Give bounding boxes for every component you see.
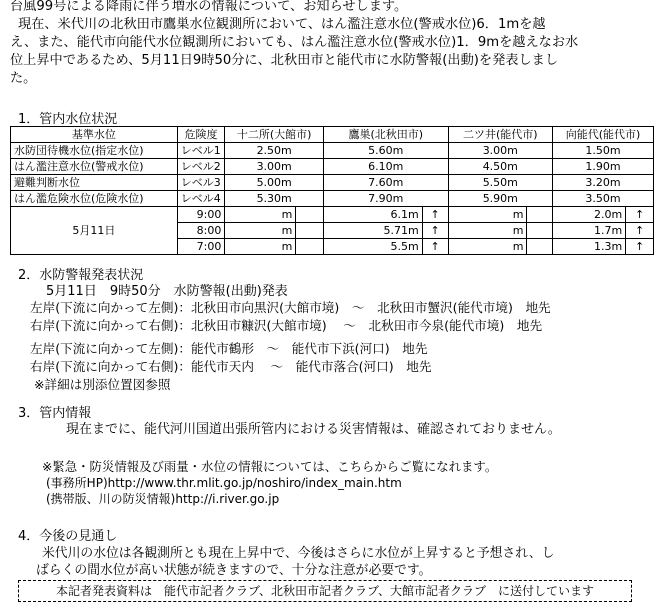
intro-line-2: 現在、米代川の北秋田市鷹巣水位観測所において、はん濫注意水位(警戒水位)6．1mを越: [18, 17, 546, 32]
level-name: 水防団待機水位(指定水位): [11, 143, 178, 159]
table-row: [11, 175, 654, 191]
reading-value: 5.5m: [324, 239, 423, 255]
reading-value: 6.1m: [324, 207, 423, 223]
level-value: 2.50m: [225, 143, 324, 159]
level-name: 避難判断水位: [11, 175, 178, 191]
section3-mobile-link[interactable]: (携帯版、川の防災情報)http://i.river.go.jp: [46, 492, 280, 506]
level-name: はん濫危険水位(危険水位): [11, 191, 178, 207]
level-value: 5.30m: [225, 191, 324, 207]
reading-value: m: [225, 239, 296, 255]
section3-info: ※緊急・防災情報及び雨量・水位の情報については、こちらからご覧になれます。: [42, 459, 498, 474]
level-value: 6.10m: [324, 159, 448, 175]
header-standard-level: 基準水位: [11, 127, 178, 143]
reading-value: 1.3m: [553, 239, 626, 255]
intro-line-1: 台風99号による降雨に伴う増水の情報について、お知らせします。: [10, 0, 408, 14]
section4-line-2: ばらくの間水位が高い状態が続きますので、十分な注意が必要です。: [36, 563, 432, 578]
level-value: 4.50m: [448, 159, 553, 175]
intro-line-5: た。: [10, 71, 37, 86]
reading-value: 5.71m: [324, 223, 423, 239]
reading-value: m: [225, 207, 296, 223]
reading-value: m: [448, 207, 527, 223]
level-value: 7.60m: [324, 175, 448, 191]
rise-arrow-icon: ↑: [626, 223, 654, 239]
level-risk: レベル1: [177, 143, 225, 159]
reading-date: 5月11日: [11, 207, 178, 255]
intro-line-3: え、また、能代市向能代水位観測所においても、はん濫注意水位(警戒水位)1．9mを越えなお水: [10, 35, 579, 50]
section4-title: 4．今後の見通し: [18, 529, 118, 544]
level-risk: レベル3: [177, 175, 225, 191]
level-value: 3.00m: [448, 143, 553, 159]
section3-title: 3．管内情報: [18, 406, 92, 421]
header-risk: 危険度: [177, 127, 225, 143]
level-value: 5.50m: [448, 175, 553, 191]
rise-arrow-icon: ↑: [626, 207, 654, 223]
table-row: [11, 191, 654, 207]
reading-value: 1.7m: [553, 223, 626, 239]
header-mukainoshiro: 向能代(能代市): [553, 127, 654, 143]
section2-row-3: 左岸(下流に向かって左側)：能代市鶴形 ～ 能代市下浜(河口) 地先: [30, 341, 428, 356]
header-takanosu: 鷹巣(北秋田市): [324, 127, 448, 143]
section2-issued: 5月11日 9時50分 水防警報(出動)発表: [46, 284, 288, 299]
header-junisho: 十二所(大館市): [225, 127, 324, 143]
header-futatsui: 二ツ井(能代市): [448, 127, 553, 143]
table-row: [11, 159, 654, 175]
level-risk: レベル2: [177, 159, 225, 175]
section2-note: ※詳細は別添位置図参照: [34, 377, 171, 392]
section2-row-2: 右岸(下流に向かって右側)：北秋田市糠沢(大館市境) ～ 北秋田市今泉(能代市境) 地先: [30, 318, 543, 333]
rise-arrow-icon: ↑: [626, 239, 654, 255]
table-row: [11, 143, 654, 159]
section3-body: 現在までに、能代河川国道出張所管内における災害情報は、確認されておりません。: [66, 422, 561, 437]
rise-arrow-icon: ↑: [422, 223, 448, 239]
reading-value: m: [448, 223, 527, 239]
level-value: 3.00m: [225, 159, 324, 175]
section3-hp-link[interactable]: (事務所HP)http://www.thr.mlit.go.jp/noshiro/index_main.htm: [46, 476, 402, 490]
table-header-row: [11, 127, 654, 143]
section2-title: 2．水防警報発表状況: [18, 268, 144, 283]
level-value: 3.50m: [553, 191, 654, 207]
reading-time: 7:00: [177, 239, 225, 255]
reading-time: 9:00: [177, 207, 225, 223]
section2-row-4: 右岸(下流に向かって右側)：能代市天内 ～ 能代市落合(河口) 地先: [30, 359, 432, 374]
rise-arrow-icon: ↑: [422, 207, 448, 223]
section1-title: 1．管内水位状況: [18, 112, 118, 127]
reading-value: 2.0m: [553, 207, 626, 223]
level-value: 5.60m: [324, 143, 448, 159]
level-value: 3.20m: [553, 175, 654, 191]
section2-row-1: 左岸(下流に向かって左側)：北秋田市向黒沢(大館市境) ～ 北秋田市蟹沢(能代市境) 地先: [30, 300, 551, 315]
reading-value: m: [225, 223, 296, 239]
level-value: 7.90m: [324, 191, 448, 207]
level-value: 1.50m: [553, 143, 654, 159]
reading-time: 8:00: [177, 223, 225, 239]
table-row: [11, 207, 654, 223]
level-risk: レベル4: [177, 191, 225, 207]
level-name: はん濫注意水位(警戒水位): [11, 159, 178, 175]
intro-line-4: 位上昇中であるため、5月11日9時50分に、北秋田市と能代市に水防警報(出動)を発表しまし: [10, 53, 559, 68]
water-level-table: [10, 126, 654, 255]
reading-value: m: [448, 239, 527, 255]
level-value: 5.90m: [448, 191, 553, 207]
level-value: 5.00m: [225, 175, 324, 191]
level-value: 1.90m: [553, 159, 654, 175]
distribution-note: 本記者発表資料は 能代市記者クラブ、北秋田市記者クラブ、大館市記者クラブ に送付しています: [18, 580, 632, 602]
section4-line-1: 米代川の水位は各観測所とも現在上昇中で、今後はさらに水位が上昇すると予想され、し: [42, 546, 555, 561]
rise-arrow-icon: ↑: [422, 239, 448, 255]
